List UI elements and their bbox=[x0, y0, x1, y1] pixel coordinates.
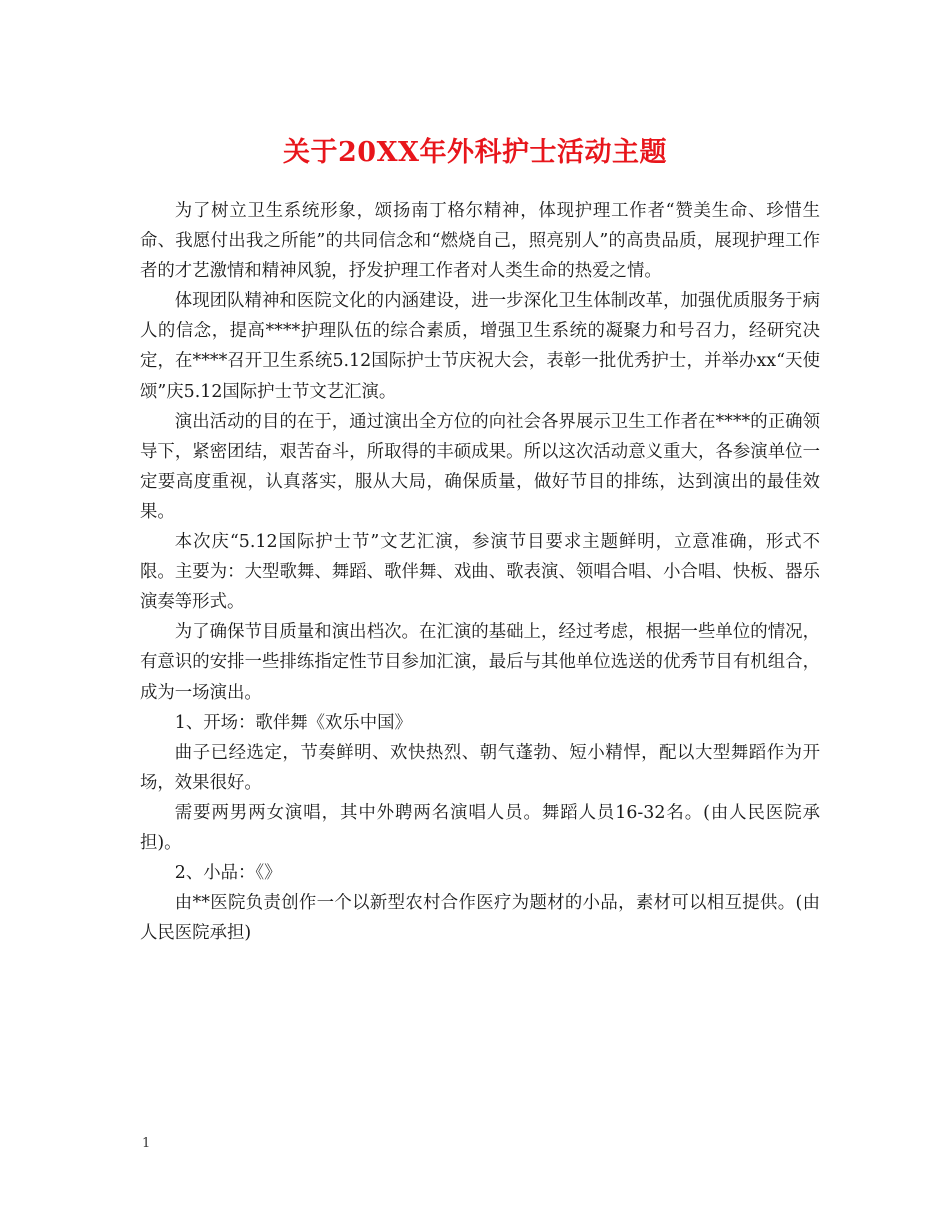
paragraph-8: 由**医院负责创作一个以新型农村合作医疗为题材的小品，素材可以相互提供。(由人民医院承担) bbox=[140, 893, 820, 944]
page-number: 1 bbox=[142, 1136, 151, 1151]
section-heading-opening: 1、开场：歌伴舞《欢乐中国》 bbox=[174, 712, 412, 733]
document-body bbox=[140, 196, 820, 948]
paragraph-6: 曲子已经选定，节奏鲜明、欢快热烈、朝气蓬勃、短小精悍，配以大型舞蹈作为开场，效果很好。 bbox=[140, 742, 820, 793]
document-title: 关于20XX年外科护士活动主题 bbox=[283, 137, 667, 168]
paragraph-4: 本次庆“5.12国际护士节”文艺汇演，参演节目要求主题鲜明，立意准确，形式不限。主要为：大型歌舞、舞蹈、歌伴舞、戏曲、歌表演、领唱合唱、小合唱、快板、器乐演奏等形式。 bbox=[140, 532, 820, 613]
paragraph-3: 演出活动的目的在于，通过演出全方位的向社会各界展示卫生工作者在****的正确领导下，紧密团结，艰苦奋斗，所取得的丰硕成果。所以这次活动意义重大，各参演单位一定要高度重视，认真落实，服从大局，确保质量，做好节目的排练，达到演出的最佳效果。 bbox=[140, 411, 820, 522]
paragraph-1: 为了树立卫生系统形象，颂扬南丁格尔精神，体现护理工作者“赞美生命、珍惜生命、我愿付出我之所能”的共同信念和“燃烧自己，照亮别人”的高贵品质，展现护理工作者的才艺激情和精神风貌，抒发护理工作者对人类生命的热爱之情。 bbox=[140, 201, 820, 282]
paragraph-7: 需要两男两女演唱，其中外聘两名演唱人员。舞蹈人员16-32名。(由人民医院承担)。 bbox=[140, 802, 820, 853]
section-heading-sketch: 2、小品：《》 bbox=[174, 863, 282, 884]
paragraph-2: 体现团队精神和医院文化的内涵建设，进一步深化卫生体制改革，加强优质服务于病人的信念，提高****护理队伍的综合素质，增强卫生系统的凝聚力和号召力，经研究决定，在****召开卫生系统5.12国际护士节庆祝大会，表彰一批优秀护士，并举办xx“天使颂”庆5.12国际护士节文艺汇演。 bbox=[140, 291, 820, 402]
paragraph-5: 为了确保节目质量和演出档次。在汇演的基础上，经过考虑，根据一些单位的情况，有意识的安排一些排练指定性节目参加汇演，最后与其他单位选送的优秀节目有机组合，成为一场演出。 bbox=[140, 622, 820, 703]
